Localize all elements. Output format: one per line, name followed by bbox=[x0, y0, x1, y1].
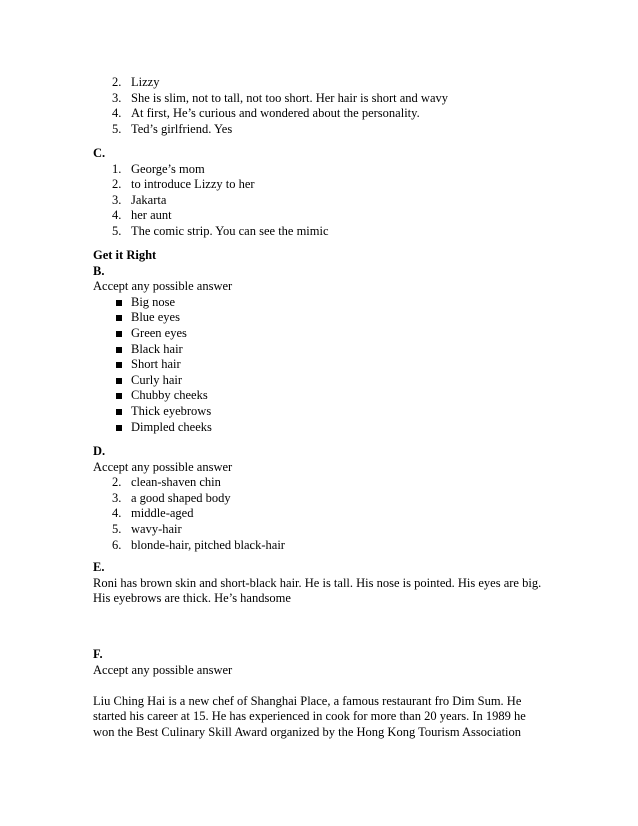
section-b-intro: Accept any possible answer bbox=[93, 279, 233, 294]
section-b-heading: B. bbox=[93, 263, 105, 278]
list-item: Curly hair bbox=[93, 373, 568, 389]
get-it-right-heading: Get it Right bbox=[93, 248, 157, 262]
list-item: 3. a good shaped body bbox=[112, 490, 231, 505]
square-bullet-icon bbox=[116, 409, 122, 415]
list-item: 5. wavy-hair bbox=[112, 521, 182, 536]
list-item: Blue eyes bbox=[93, 310, 568, 326]
section-d-heading: D. bbox=[93, 444, 106, 458]
section-d bbox=[93, 444, 568, 553]
list-item: Big nose bbox=[93, 295, 568, 311]
square-bullet-icon bbox=[116, 300, 122, 306]
list-item: 3. She is slim, not to tall, not too short. Her hair is short and wavy bbox=[112, 90, 448, 105]
square-bullet-icon bbox=[116, 393, 122, 399]
paragraph-spacer bbox=[93, 678, 568, 694]
section-e-line: Roni has brown skin and short-black hair. He is tall. His nose is pointed. His eyes are big. bbox=[93, 575, 542, 590]
section-d-intro: Accept any possible answer bbox=[93, 459, 233, 474]
section-f-intro: Accept any possible answer bbox=[93, 662, 233, 677]
list-item: 2. to introduce Lizzy to her bbox=[112, 177, 255, 192]
answer-list-a bbox=[93, 75, 568, 137]
list-item: Chubby cheeks bbox=[93, 388, 568, 404]
section-b-bullets bbox=[93, 295, 568, 435]
list-item: 4. At first, He’s curious and wondered about the personality. bbox=[112, 106, 420, 121]
square-bullet-icon bbox=[116, 331, 122, 337]
section-c bbox=[93, 146, 568, 240]
section-e bbox=[93, 560, 568, 607]
list-item: 2. Lizzy bbox=[112, 75, 160, 89]
list-item: 2. clean-shaven chin bbox=[112, 475, 221, 490]
list-item: 4. her aunt bbox=[112, 208, 172, 223]
list-item: 3. Jakarta bbox=[112, 192, 167, 207]
list-item: Black hair bbox=[93, 342, 568, 358]
section-f-line: won the Best Culinary Skill Award organized by the Hong Kong Tourism Association bbox=[93, 724, 522, 739]
list-item: 5. The comic strip. You can see the mimic bbox=[112, 223, 329, 238]
list-item: Dimpled cheeks bbox=[93, 420, 568, 436]
section-e-line: His eyebrows are thick. He’s handsome bbox=[93, 591, 291, 606]
square-bullet-icon bbox=[116, 347, 122, 353]
section-e-heading: E. bbox=[93, 560, 105, 574]
section-f-line: started his career at 15. He has experienced in cook for more than 20 years. In 1989 he bbox=[93, 709, 526, 724]
section-c-list bbox=[93, 162, 568, 240]
section-c-heading: C. bbox=[93, 146, 106, 160]
list-item: 1. George’s mom bbox=[112, 161, 205, 176]
list-item: 6. blonde-hair, pitched black-hair bbox=[112, 537, 285, 552]
list-item: 5. Ted’s girlfriend. Yes bbox=[112, 121, 233, 136]
list-item: Thick eyebrows bbox=[93, 404, 568, 420]
list-item: Green eyes bbox=[93, 326, 568, 342]
section-f bbox=[93, 647, 568, 741]
square-bullet-icon bbox=[116, 425, 122, 431]
square-bullet-icon bbox=[116, 362, 122, 368]
section-f-heading: F. bbox=[93, 647, 103, 661]
section-get-it-right bbox=[93, 248, 568, 435]
list-item: Short hair bbox=[93, 357, 568, 373]
list-item: 4. middle-aged bbox=[112, 506, 194, 521]
section-d-list bbox=[93, 475, 568, 553]
section-f-line: Liu Ching Hai is a new chef of Shanghai Place, a famous restaurant fro Dim Sum. He bbox=[93, 693, 522, 708]
square-bullet-icon bbox=[116, 378, 122, 384]
square-bullet-icon bbox=[116, 315, 122, 321]
